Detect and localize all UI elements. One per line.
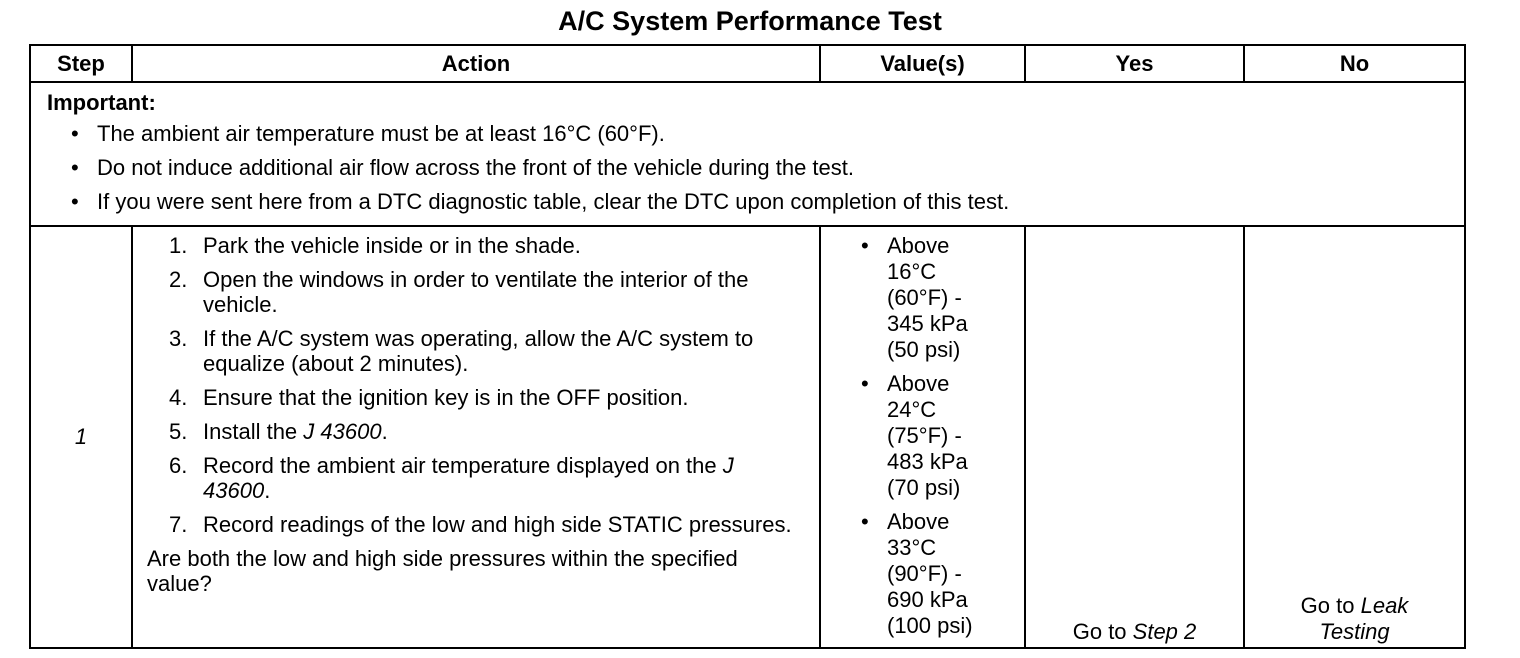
value-line: • Above (887, 371, 950, 396)
value-line: 345 kPa (887, 311, 968, 336)
values-list (839, 233, 1016, 639)
step-row-1 (30, 226, 1465, 648)
performance-test-table (29, 44, 1466, 649)
important-item: • The ambient air temperature must be at least 16°C (60°F). (47, 117, 1448, 151)
header-row (30, 45, 1465, 82)
action-text: Ensure that the ignition key is in the OFF position. (203, 385, 689, 410)
value-line: 690 kPa (887, 587, 968, 612)
value-line: (70 psi) (887, 475, 961, 500)
value-line: • Above (887, 509, 950, 534)
header-no: No (1244, 45, 1465, 82)
action-item (147, 326, 805, 376)
action-item (147, 267, 805, 317)
action-item (147, 233, 805, 258)
value-line: 483 kPa (887, 449, 968, 474)
no-link-line1[interactable]: Leak (1360, 593, 1409, 618)
action-text: Record readings of the low and high side STATIC pressures. (203, 512, 792, 537)
value-item (839, 371, 1016, 501)
step-number: 1 (30, 226, 132, 648)
action-text-suffix: . (264, 478, 271, 503)
action-number: 1. (169, 233, 188, 258)
action-item (147, 512, 805, 537)
action-number: 4. (169, 385, 188, 410)
value-line: (100 psi) (887, 613, 973, 638)
important-heading: Important: (47, 90, 156, 115)
action-text: If the A/C system was operating, allow the A/C system to equalize (about 2 minutes). (203, 326, 754, 376)
action-item (147, 419, 805, 444)
header-values: Value(s) (820, 45, 1025, 82)
important-item: • If you were sent here from a DTC diagnostic table, clear the DTC upon completion of this test. (47, 185, 1448, 219)
action-number: 2. (169, 267, 188, 292)
header-yes: Yes (1025, 45, 1244, 82)
important-cell (30, 82, 1465, 226)
yes-prefix: Go to (1072, 619, 1133, 644)
important-row (30, 82, 1465, 226)
header-step: Step (30, 45, 132, 82)
action-number: 6. (169, 453, 188, 478)
action-item (147, 453, 805, 503)
action-text: Park the vehicle inside or in the shade. (203, 233, 581, 258)
important-list (47, 117, 1448, 219)
action-text-prefix: Record the ambient air temperature displayed on the (203, 453, 723, 478)
value-line: (60°F) - (887, 285, 962, 310)
page-title: A/C System Performance Test (558, 6, 942, 36)
action-number: 7. (169, 512, 188, 537)
values-cell (820, 226, 1025, 648)
value-item (839, 509, 1016, 639)
value-line: 24°C (887, 397, 937, 422)
question-text: Are both the low and high side pressures within the specified value? (147, 546, 738, 596)
action-item (147, 385, 805, 410)
yes-step-link[interactable]: Step 2 (1132, 619, 1197, 644)
important-item: • Do not induce additional air flow across the front of the vehicle during the test. (47, 151, 1448, 185)
action-number: 3. (169, 326, 188, 351)
value-line: • Above (887, 233, 950, 258)
action-text: Open the windows in order to ventilate the interior of the vehicle. (203, 267, 749, 317)
no-prefix: Go to (1300, 593, 1361, 618)
value-line: 16°C (887, 259, 937, 284)
value-line: (75°F) - (887, 423, 962, 448)
action-text-suffix: . (381, 419, 388, 444)
action-text-prefix: Install the (203, 419, 304, 444)
value-item (839, 233, 1016, 363)
yes-cell (1025, 226, 1244, 648)
header-action: Action (132, 45, 820, 82)
tool-reference: J 43600 (203, 453, 734, 503)
action-list (147, 233, 805, 537)
no-link-line2[interactable]: Testing (1319, 619, 1390, 644)
tool-reference: J 43600 (303, 419, 382, 444)
no-cell (1244, 226, 1465, 648)
value-line: (50 psi) (887, 337, 961, 362)
action-cell (132, 226, 820, 648)
action-number: 5. (169, 419, 188, 444)
value-line: 33°C (887, 535, 937, 560)
value-line: (90°F) - (887, 561, 962, 586)
